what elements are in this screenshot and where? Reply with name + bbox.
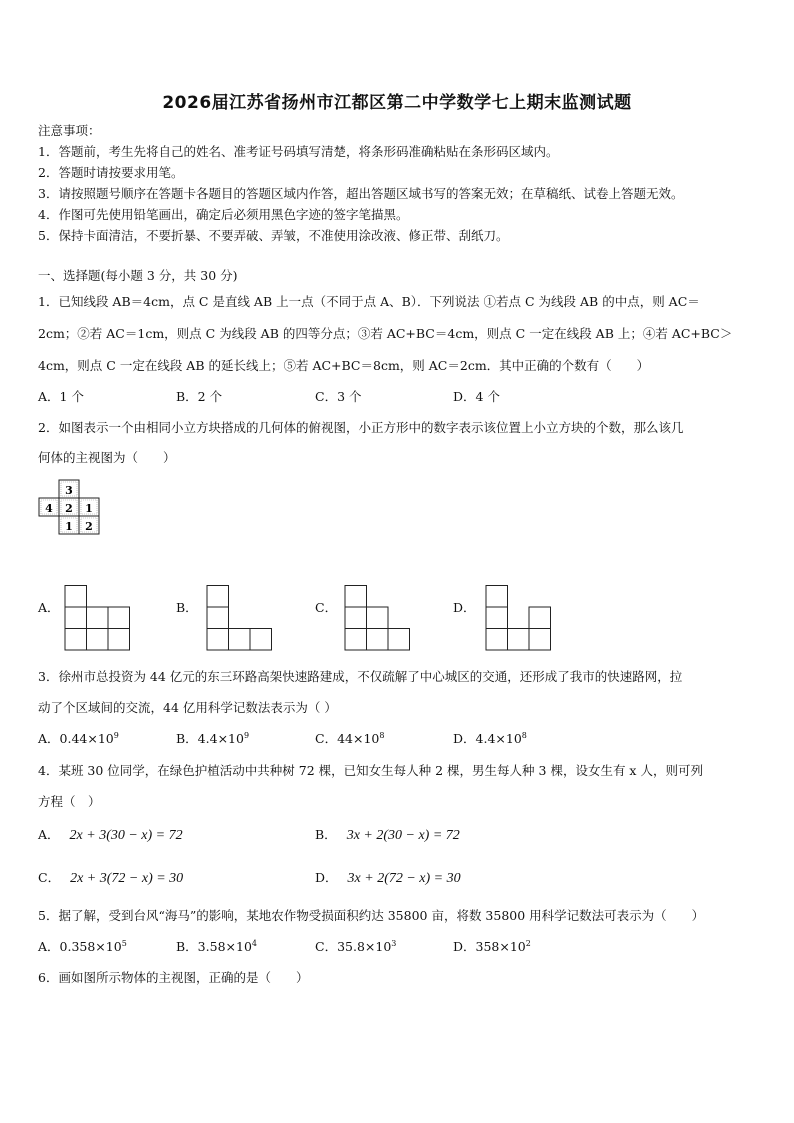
notice-item: 4．作图可先使用铅笔画出，确定后必须用黑色字迹的签字笔描黑。 <box>38 207 409 222</box>
unit-cube-square <box>529 629 551 651</box>
unit-cube-square <box>529 607 551 629</box>
q3-option-a[interactable]: A．$0.44\times 10^9$ <box>38 730 119 746</box>
q1-option-a[interactable]: A．1 个 <box>38 389 84 404</box>
unit-cube-square <box>65 607 87 629</box>
question-1-text: 1．已知线段 AB＝4cm，点 C 是直线 AB 上一点（不同于点 A、B）．下列说法 ①若点 C 为线段 AB 的中点，则 AC＝ <box>38 294 700 309</box>
q3-option-c[interactable]: C．$44\times 10^8$ <box>315 730 385 746</box>
question-2-text: 2．如图表示一个由相同小立方块搭成的几何体的俯视图，小正方形中的数字表示该位置上小立方块的个数，那么该几 <box>38 420 684 435</box>
q1-option-c[interactable]: C．3 个 <box>315 389 362 404</box>
q1-option-d[interactable]: D．4 个 <box>453 389 500 404</box>
q2-option-a[interactable]: A． <box>38 600 60 615</box>
unit-cube-square <box>250 629 272 651</box>
section-heading: 一、选择题(每小题 3 分，共 30 分) <box>38 268 238 283</box>
page-title: 2026届江苏省扬州市江都区第二中学数学七上期末监测试题 <box>162 93 632 113</box>
q4-option-d[interactable]: D． 3x + 2(72 − x) = 30 <box>315 870 461 886</box>
top-view-number: 4 <box>45 502 53 515</box>
top-view-number: 1 <box>65 520 73 533</box>
q2-option-d[interactable]: D． <box>453 600 476 615</box>
unit-cube-square <box>486 586 508 608</box>
q4-option-c[interactable]: C． 2x + 3(72 − x) = 30 <box>38 870 184 886</box>
unit-cube-square <box>108 607 130 629</box>
question-4-text: 方程（ ） <box>38 794 101 809</box>
unit-cube-square <box>108 629 130 651</box>
unit-cube-square <box>65 586 87 608</box>
unit-cube-square <box>87 607 109 629</box>
question-3-text: 3．徐州市总投资为 44 亿元的东三环路高架快速路建成，不仅疏解了中心城区的交通，还形成了我市的快速路网，拉 <box>38 669 683 684</box>
q1-option-b[interactable]: B．2 个 <box>176 389 223 404</box>
unit-cube-square <box>207 586 229 608</box>
top-view-number: 1 <box>85 502 93 515</box>
q3-option-b[interactable]: B．$4.4\times 10^9$ <box>176 730 250 746</box>
unit-cube-square <box>388 629 410 651</box>
unit-cube-square <box>345 586 367 608</box>
notice-item: 3．请按照题号顺序在答题卡各题目的答题区域内作答，超出答题区域书写的答案无效；在草稿纸、试卷上答题无效。 <box>38 186 684 201</box>
notice-item: 1．答题前，考生先将自己的姓名、准考证号码填写清楚，将条形码准确粘贴在条形码区域内。 <box>38 144 559 159</box>
notice-item: 5．保持卡面清洁，不要折暴、不要弄破、弄皱，不准使用涂改液、修正带、刮纸刀。 <box>38 228 509 243</box>
unit-cube-square <box>367 629 389 651</box>
q4-option-a[interactable]: A． 2x + 3(30 − x) = 72 <box>38 827 183 843</box>
q5-option-a[interactable]: A．$0.358\times 10^5$ <box>38 938 127 954</box>
q4-option-b[interactable]: B． 3x + 2(30 − x) = 72 <box>315 827 460 843</box>
q2-option-c-figure[interactable] <box>344 560 414 652</box>
notice-item: 2．答题时请按要求用笔。 <box>38 165 184 180</box>
question-5-text: 5．据了解，受到台风“海马”的影响，某地农作物受损面积约达 35800 亩，将数 35800 用科学记数法可表示为（ ） <box>38 908 705 923</box>
question-6-text: 6．画如图所示物体的主视图，正确的是（ ） <box>38 970 309 985</box>
q3-option-d[interactable]: D．$4.4\times 10^8$ <box>453 730 527 746</box>
q2-option-b-figure[interactable] <box>206 560 276 652</box>
unit-cube-square <box>229 629 251 651</box>
top-view-number: 2 <box>65 502 73 515</box>
notice-heading: 注意事项： <box>38 123 101 138</box>
question-1-text: 2cm；②若 AC＝1cm，则点 C 为线段 AB 的四等分点；③若 AC+BC＝4cm，则点 C 一定在线段 AB 上；④若 AC+BC＞ <box>38 326 733 341</box>
unit-cube-square <box>207 629 229 651</box>
q2-option-b[interactable]: B． <box>176 600 198 615</box>
top-view-figure <box>37 479 107 539</box>
unit-cube-square <box>345 629 367 651</box>
unit-cube-square <box>486 607 508 629</box>
question-1-text: 4cm，则点 C 一定在线段 AB 的延长线上；⑤若 AC+BC＝8cm，则 AC＝2cm．其中正确的个数有（ ） <box>38 358 650 373</box>
unit-cube-square <box>367 607 389 629</box>
unit-cube-square <box>65 629 87 651</box>
question-4-text: 4．某班 30 位同学，在绿色护植活动中共种树 72 棵，已知女生每人种 2 棵，男生每人种 3 棵，设女生有 x 人，则可列 <box>38 763 703 778</box>
q5-option-b[interactable]: B．$3.58\times 10^4$ <box>176 938 257 954</box>
unit-cube-square <box>508 629 530 651</box>
q5-option-c[interactable]: C．$35.8\times 10^3$ <box>315 938 397 954</box>
question-3-text: 动了个区域间的交流，44 亿用科学记数法表示为（ ） <box>38 700 337 715</box>
q2-option-c[interactable]: C． <box>315 600 338 615</box>
q5-option-d[interactable]: D．$358\times 10^2$ <box>453 938 531 954</box>
unit-cube-square <box>486 629 508 651</box>
unit-cube-square <box>87 629 109 651</box>
top-view-number: 2 <box>85 520 93 533</box>
top-view-number: 3 <box>65 484 73 497</box>
question-2-text: 何体的主视图为（ ） <box>38 450 176 465</box>
q2-option-d-figure[interactable] <box>485 560 555 652</box>
unit-cube-square <box>207 607 229 629</box>
unit-cube-square <box>345 607 367 629</box>
q2-option-a-figure[interactable] <box>64 560 134 652</box>
